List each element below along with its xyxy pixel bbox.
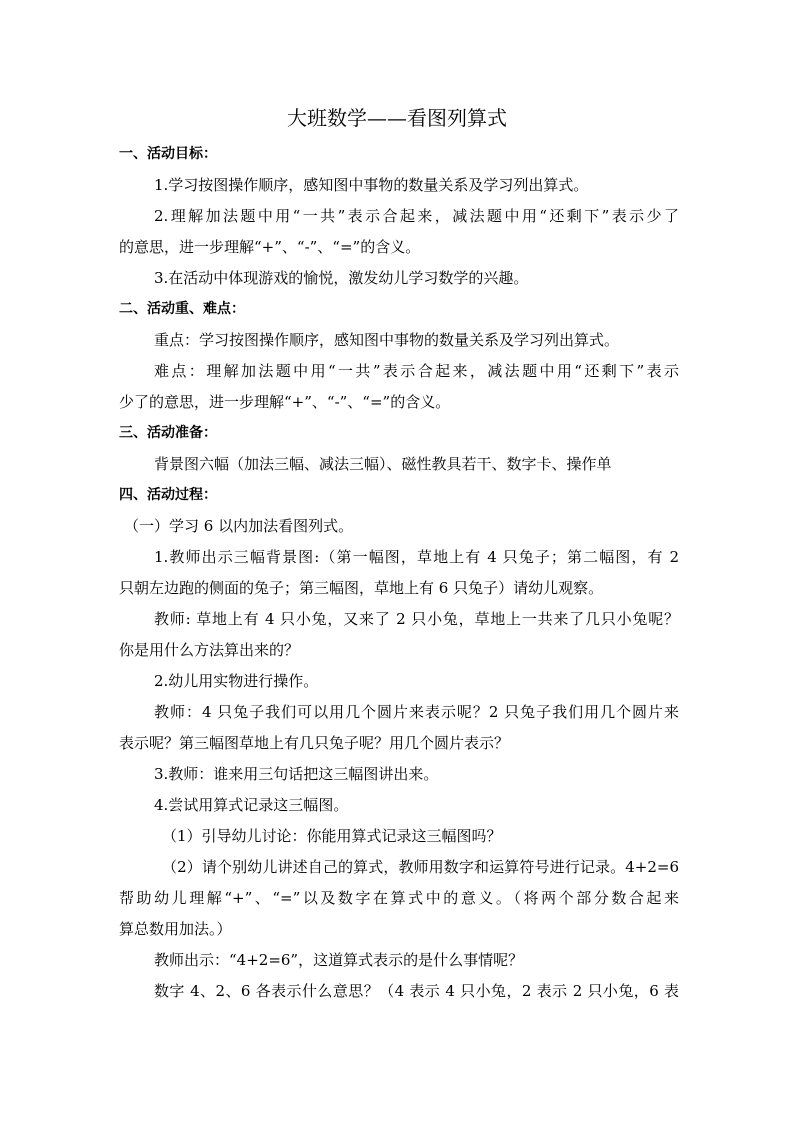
paragraph-line: 2.理解加法题中用“一共”表示合起来，减法题中用“还剩下”表示少了 bbox=[154, 207, 679, 225]
paragraph-line: 背景图六幅（加法三幅、减法三幅）、磁性教具若干、数字卡、操作单 bbox=[154, 455, 612, 473]
paragraph-line: 3.在活动中体现游戏的愉悦，激发幼儿学习数学的兴趣。 bbox=[154, 269, 529, 287]
paragraph-line: 算总数用加法。） bbox=[119, 920, 232, 938]
paragraph-line: 教师：4 只兔子我们可以用几个圆片来表示呢？2 只兔子我们用几个圆片来 bbox=[154, 703, 679, 721]
paragraph-line: （1）引导幼儿讨论：你能用算式记录这三幅图吗？ bbox=[162, 827, 502, 845]
paragraph-line: 教师: 草地上有 4 只小兔，又来了 2 只小兔，草地上一共来了几只小兔呢？ bbox=[154, 610, 679, 628]
paragraph-line: 帮助幼儿理解“+”、“=”以及数字在算式中的意义。（将两个部分数合起来 bbox=[119, 889, 679, 907]
section-heading-key-points: 二、活动重、难点： bbox=[119, 301, 245, 317]
paragraph-line: （2）请个别幼儿讲述自己的算式，教师用数字和运算符号进行记录。4+2=6 bbox=[162, 858, 679, 876]
paragraph-line: 3.教师：谁来用三句话把这三幅图讲出来。 bbox=[154, 765, 439, 783]
subsection-heading: （一）学习 6 以内加法看图列式。 bbox=[124, 517, 354, 535]
paragraph-line: 表示呢？第三幅图草地上有几只兔子呢？用几个圆片表示？ bbox=[119, 734, 510, 752]
section-heading-preparation: 三、活动准备： bbox=[119, 425, 217, 441]
paragraph-line: 2.幼儿用实物进行操作。 bbox=[154, 672, 319, 690]
section-heading-process: 四、活动过程： bbox=[119, 487, 217, 503]
section-heading-goals: 一、活动目标： bbox=[119, 146, 217, 162]
paragraph-line: 你是用什么方法算出来的？ bbox=[119, 641, 300, 659]
paragraph-line: 4.尝试用算式记录这三幅图。 bbox=[154, 796, 349, 814]
paragraph-line: 难点：理解加法题中用“一共”表示合起来，减法题中用“还剩下”表示 bbox=[154, 362, 679, 380]
paragraph-line: 少了的意思，进一步理解“+”、“-”、“=”的含义。 bbox=[119, 393, 451, 411]
document-title: 大班数学——看图列算式 bbox=[287, 106, 507, 130]
paragraph-line: 1.学习按图操作顺序，感知图中事物的数量关系及学习列出算式。 bbox=[154, 176, 589, 194]
paragraph-line: 的意思，进一步理解“+”、“-”、“=”的含义。 bbox=[119, 238, 421, 256]
paragraph-line: 教师出示：“4+2=6”，这道算式表示的是什么事情呢？ bbox=[154, 951, 524, 969]
paragraph-line: 数字 4、2、6 各表示什么意思？（4 表示 4 只小兔，2 表示 2 只小兔，6 表 bbox=[154, 982, 679, 1000]
paragraph-line: 重点：学习按图操作顺序，感知图中事物的数量关系及学习列出算式。 bbox=[154, 331, 620, 349]
paragraph-line: 只朝左边跑的侧面的兔子；第三幅图，草地上有 6 只兔子）请幼儿观察。 bbox=[119, 579, 604, 597]
paragraph-line: 1.教师出示三幅背景图:（第一幅图，草地上有 4 只兔子；第二幅图，有 2 bbox=[154, 548, 679, 566]
